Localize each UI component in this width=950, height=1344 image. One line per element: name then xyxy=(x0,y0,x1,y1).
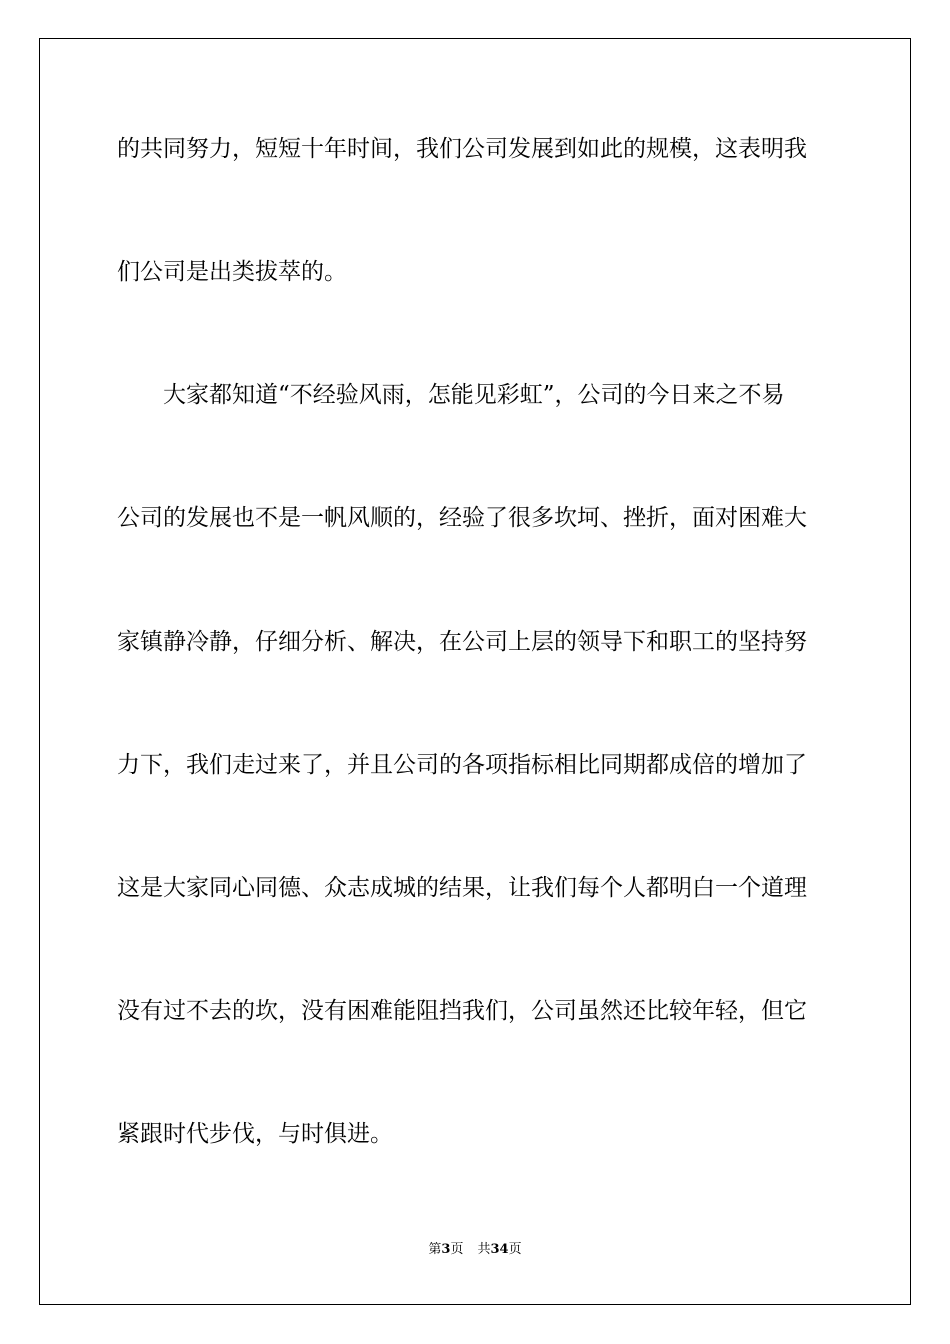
paragraph-line-3: 大家都知道“不经验风雨，怎能见彩虹”，公司的今日来之不易 xyxy=(163,382,785,408)
page-number: 3 xyxy=(441,1242,451,1257)
paragraph-line-1: 的共同努力，短短十年时间，我们公司发展到如此的规模，这表明我 xyxy=(117,136,807,162)
paragraph-line-6: 力下，我们走过来了，并且公司的各项指标相比同期都成倍的增加了 xyxy=(117,752,807,778)
paragraph-line-9: 紧跟时代步伐，与时俱进。 xyxy=(117,1121,393,1147)
page-border xyxy=(39,38,911,1305)
page-suffix: 页 xyxy=(450,1242,464,1257)
page-footer xyxy=(0,1242,950,1258)
total-suffix: 页 xyxy=(508,1242,522,1257)
paragraph-line-8: 没有过不去的坎，没有困难能阻挡我们，公司虽然还比较年轻，但它 xyxy=(117,998,807,1024)
paragraph-line-7: 这是大家同心同德、众志成城的结果，让我们每个人都明白一个道理 xyxy=(117,875,807,901)
paragraph-line-5: 家镇静冷静，仔细分析、解决，在公司上层的领导下和职工的坚持努 xyxy=(117,629,807,655)
paragraph-line-4: 公司的发展也不是一帆风顺的，经验了很多坎坷、挫折，面对困难大 xyxy=(117,505,807,531)
paragraph-line-2: 们公司是出类拔萃的。 xyxy=(117,259,347,285)
total-prefix: 共 xyxy=(477,1242,491,1257)
total-pages: 34 xyxy=(490,1242,509,1257)
page-prefix: 第 xyxy=(428,1242,442,1257)
